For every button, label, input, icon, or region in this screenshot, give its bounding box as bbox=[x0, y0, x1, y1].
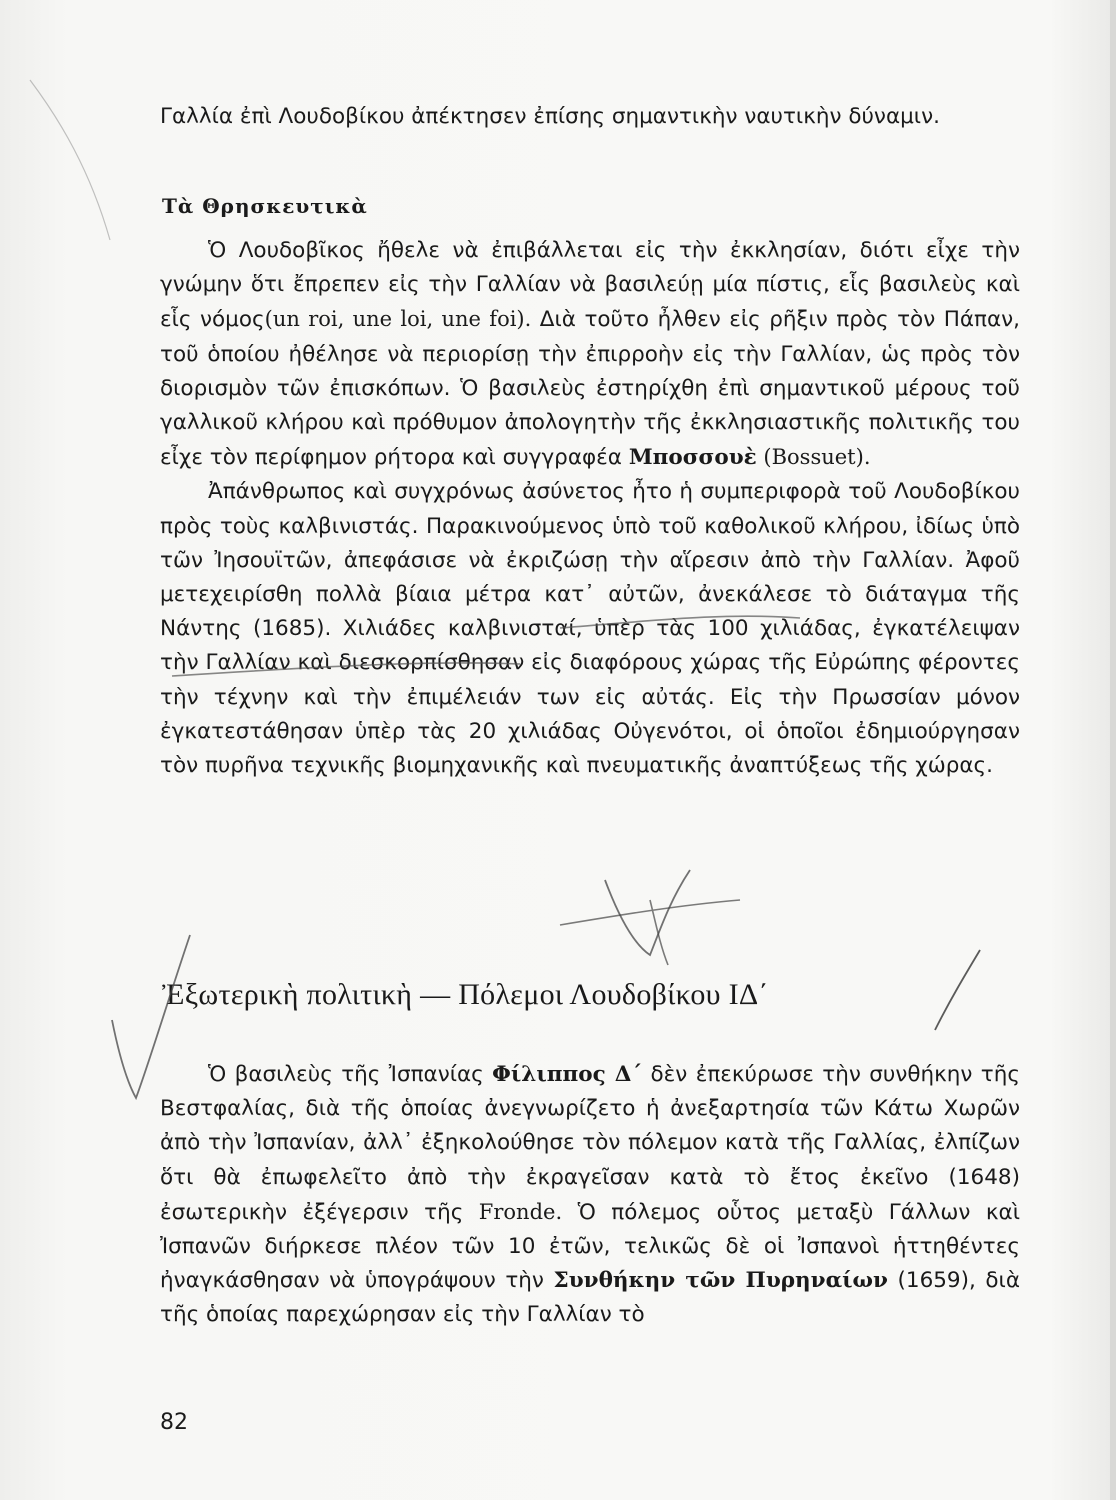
pencil-margin-curve-icon bbox=[30, 80, 110, 240]
philip-name: Φίλιππος Δ΄ bbox=[492, 1062, 643, 1087]
fronde-latin: Fronde. bbox=[478, 1199, 563, 1224]
pencil-underline-icon bbox=[560, 616, 800, 628]
religion-p1-text-b: Διὰ τοῦτο ἦλθεν εἰς ρῆξιν πρὸς τὸν Πάπαν, τοῦ ὁποίου ἠθέλησε νὰ περιορίσῃ τὴν ἐπιρροὴν εἰς τὴν Γαλλίαν, ὡς πρὸς τὸν διορισμὸν τῶν ἐπισκόπων. Ὁ βασιλεὺς ἐστηρίχθη ἐπὶ σημαντικοῦ μέρους τοῦ γαλλικοῦ κλήρου καὶ πρόθυμον ἀπολογητὴν τῆς ἐκκλησιαστικῆς πολιτικῆς του εἶχε τὸν περίφημον ρήτορα καὶ συγγραφέα bbox=[160, 307, 1020, 471]
bossuet-name: Μποσσουὲ bbox=[628, 445, 757, 471]
pencil-margin-v-icon bbox=[112, 935, 190, 1098]
foreign-p1-text-b: δὲν ἐπεκύρωσε τὴν συνθήκην τῆς Βεστφαλίας, διὰ τῆς ὁποίας ἀνεγνωρίζετο ἡ ἀνεξαρτησία τῶν Κάτω Χωρῶν ἀπὸ τὴν Ἰσπανίαν, ἀλλ᾽ ἐξηκολούθησε τὸν πόλεμον κατὰ τῆς Γαλλίας, ἐλπίζων ὅτι θὰ ἐπωφελεῖτο ἀπὸ τὴν ἐκραγεῖσαν κατὰ τὸ ἔτος ἐκεῖνο (1648) ἐσωτερικὴν ἐξέγερσιν τῆς bbox=[160, 1062, 1020, 1225]
chapter-heading-foreign-policy: Ἐξωτερικὴ πολιτικὴ — Πόλεμοι Λουδοβίκου ΙΔ΄ bbox=[162, 978, 769, 1011]
foreign-p1-text-d: (1659), διὰ τῆς ὁποίας παρεχώρησαν εἰς τὴν Γαλλίαν τὸ bbox=[160, 1268, 1020, 1328]
pencil-underline-2-icon bbox=[172, 663, 520, 676]
foreign-p1-text-c: Ὁ πόλεμος οὗτος μεταξὺ Γάλλων καὶ Ἰσπανῶν διήρκεσε πλέον τῶν 10 ἐτῶν, τελικῶς δὲ οἱ Ἰσπανοὶ ἡττηθέντες ἠναγκάσθησαν νὰ ὑπογράψουν τὴν bbox=[160, 1199, 1020, 1294]
pencil-slash-heading-icon bbox=[935, 950, 980, 1030]
motto-latin: (un roi, une loi, une foi). bbox=[264, 307, 532, 332]
religion-paragraph-2: Ἀπάνθρωπος καὶ συγχρόνως ἀσύνετος ἦτο ἡ συμπεριφορὰ τοῦ Λουδοβίκου πρὸς τοὺς καλβινιστάς. Παρακινούμενος ὑπὸ τοῦ καθολικοῦ κλήρου, ἰδίως ὑπὸ τῶν Ἰησουϊτῶν, ἀπεφάσισε νὰ ἐκριζώσῃ τὴν αἵρεσιν ἀπὸ τὴν Γαλλίαν. Ἀφοῦ μετεχειρίσθη πολλὰ βίαια μέτρα κατ᾽ αὐτῶν, ἀνεκάλεσε τὸ διάταγμα τῆς Νάντης (1685). Χιλιάδες καλβινισταί, ὑπὲρ τὰς 100 χιλιάδας, ἐγκατέλειψαν τὴν Γαλλίαν καὶ διεσκορπίσθησαν εἰς διαφόρους χώρας τῆς Εὐρώπης φέροντες τὴν τέχνην καὶ τὴν ἐπιμέλειάν των εἰς αὐτάς. Εἰς τὴν Πρωσσίαν μόνον ἐγκατεστάθησαν ὑπὲρ τὰς 20 χιλιάδας Οὐγενότοι, οἱ ὁποῖοι ἐδημιούργησαν τὸν πυρῆνα τεχνικῆς βιομηχανικῆς καὶ πνευματικῆς ἀναπτύξεως τῆς χώρας. bbox=[160, 479, 1020, 779]
treaty-pyrenees: Συνθήκην τῶν Πυρηναίων bbox=[553, 1268, 888, 1294]
foreign-p1-text-a: Ὁ βασιλεὺς τῆς Ἰσπανίας bbox=[208, 1062, 493, 1087]
page-number: 82 bbox=[160, 1410, 188, 1435]
section-title-religion: Τὰ Θρησκευτικὰ bbox=[162, 194, 368, 218]
pencil-check-mark-icon bbox=[605, 870, 690, 955]
opening-text: Γαλλία ἐπὶ Λουδοβίκου ἀπέκτησεν ἐπίσης σημαντικὴν ναυτικὴν δύναμιν. bbox=[160, 104, 940, 129]
bossuet-latin: (Bossuet). bbox=[756, 445, 871, 470]
religion-p1-text-a: Ὁ Λουδοβῖκος ἤθελε νὰ ἐπιβάλλεται εἰς τὴν ἐκκλησίαν, διότι εἶχε τὴν γνώμην ὅτι ἔπρεπεν εἰς τὴν Γαλλίαν νὰ βασιλεύῃ μία πίστις, εἷς βασιλεὺς καὶ εἷς νόμος bbox=[160, 238, 1020, 333]
